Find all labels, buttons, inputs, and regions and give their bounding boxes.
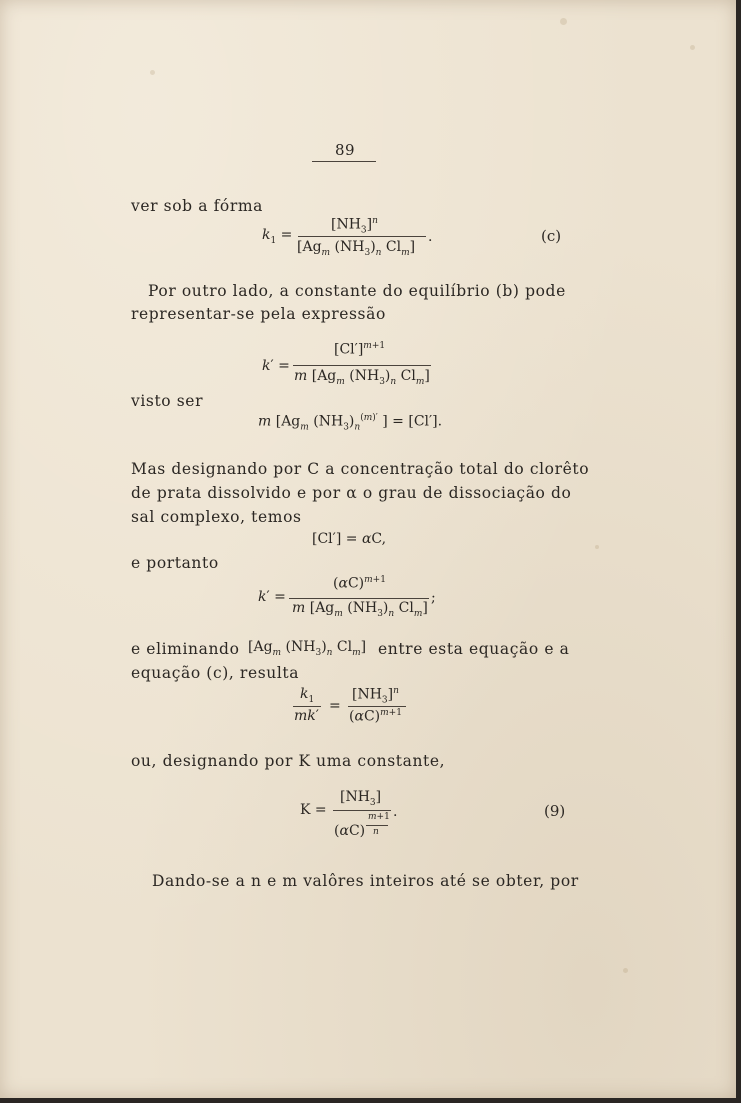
paper-speck <box>150 70 155 75</box>
paper-speck <box>595 545 599 549</box>
equation-label: (c) <box>541 227 562 245</box>
text-line: ver sob a fórma <box>131 197 263 215</box>
page-number: 89 <box>335 141 356 159</box>
text-line: e eliminando <box>131 640 240 658</box>
text-line: entre esta equação e a <box>378 640 570 658</box>
text-line: equação (c), resulta <box>131 664 300 682</box>
text-line: Por outro lado, a constante do equilíbrio (b) pode <box>148 282 566 300</box>
paper-speck <box>623 968 628 973</box>
text-line: e portanto <box>131 554 219 572</box>
text-line: sal complexo, temos <box>131 508 302 526</box>
equation-label: (9) <box>544 802 566 820</box>
paper-speck <box>690 45 695 50</box>
equation-cl-alpha: [Cl′] = αC, <box>312 531 387 547</box>
equation-identity: m [$Ag_m$ $(NH_3)_n^{(m)'}$ ] = [Cl′]. <box>258 413 443 433</box>
inline-formula: [$Ag_m$ $(NH_3)_n$ $Cl_m$] <box>248 639 367 658</box>
text-line: representar-se pela expressão <box>131 305 386 323</box>
text-line: Dando-se a n e m valôres inteiros até se obter, por <box>152 872 579 890</box>
text-line: visto ser <box>131 392 204 410</box>
book-page: 89 ver sob a fórma $k_1$ = $[NH_3]^n$ [$Ag_m$ $(NH_3)_n$ $Cl_m$] . (c) Por outro lado, a constante do equilíbrio (b) pode representar-se pela expressão k′ = $[Cl']^{m+1}$ m [$Ag_m$ $(NH_3)_n$ $Cl_m$] visto ser m [$Ag_m$ $(NH_3)_n^{(m)'}$ ] = [Cl′]. Mas designando por C a concentração total do clorêto de prata dissolvido e por α o grau de dissociação do sal complexo, temos [Cl′] = αC, e portanto k′ = $(\alpha C)^{m+1}$ m [$Ag_m$ $(NH_3)_n$ $Cl_m$] ; e eliminando [$Ag_m$ $(NH_3)_n$ $Cl_m$] entre esta equação e a equação (c), resulta $k_1$ mk′ = $[NH_3]^n$ $(\alpha C)^{m+1}$ ou, designando por K uma constante, K = $[NH_3]$ (αC) m+1 n . (9) Dando-se a n e m valôres inteiros até se obter, por <box>0 0 736 1098</box>
text-line: ou, designando por K uma constante, <box>131 752 446 770</box>
text-line: Mas designando por C a concentração total do clorêto <box>131 460 590 478</box>
text-line: de prata dissolvido e por α o grau de dissociação do <box>131 484 572 502</box>
paper-speck <box>560 18 567 25</box>
page-number-rule <box>312 161 376 162</box>
